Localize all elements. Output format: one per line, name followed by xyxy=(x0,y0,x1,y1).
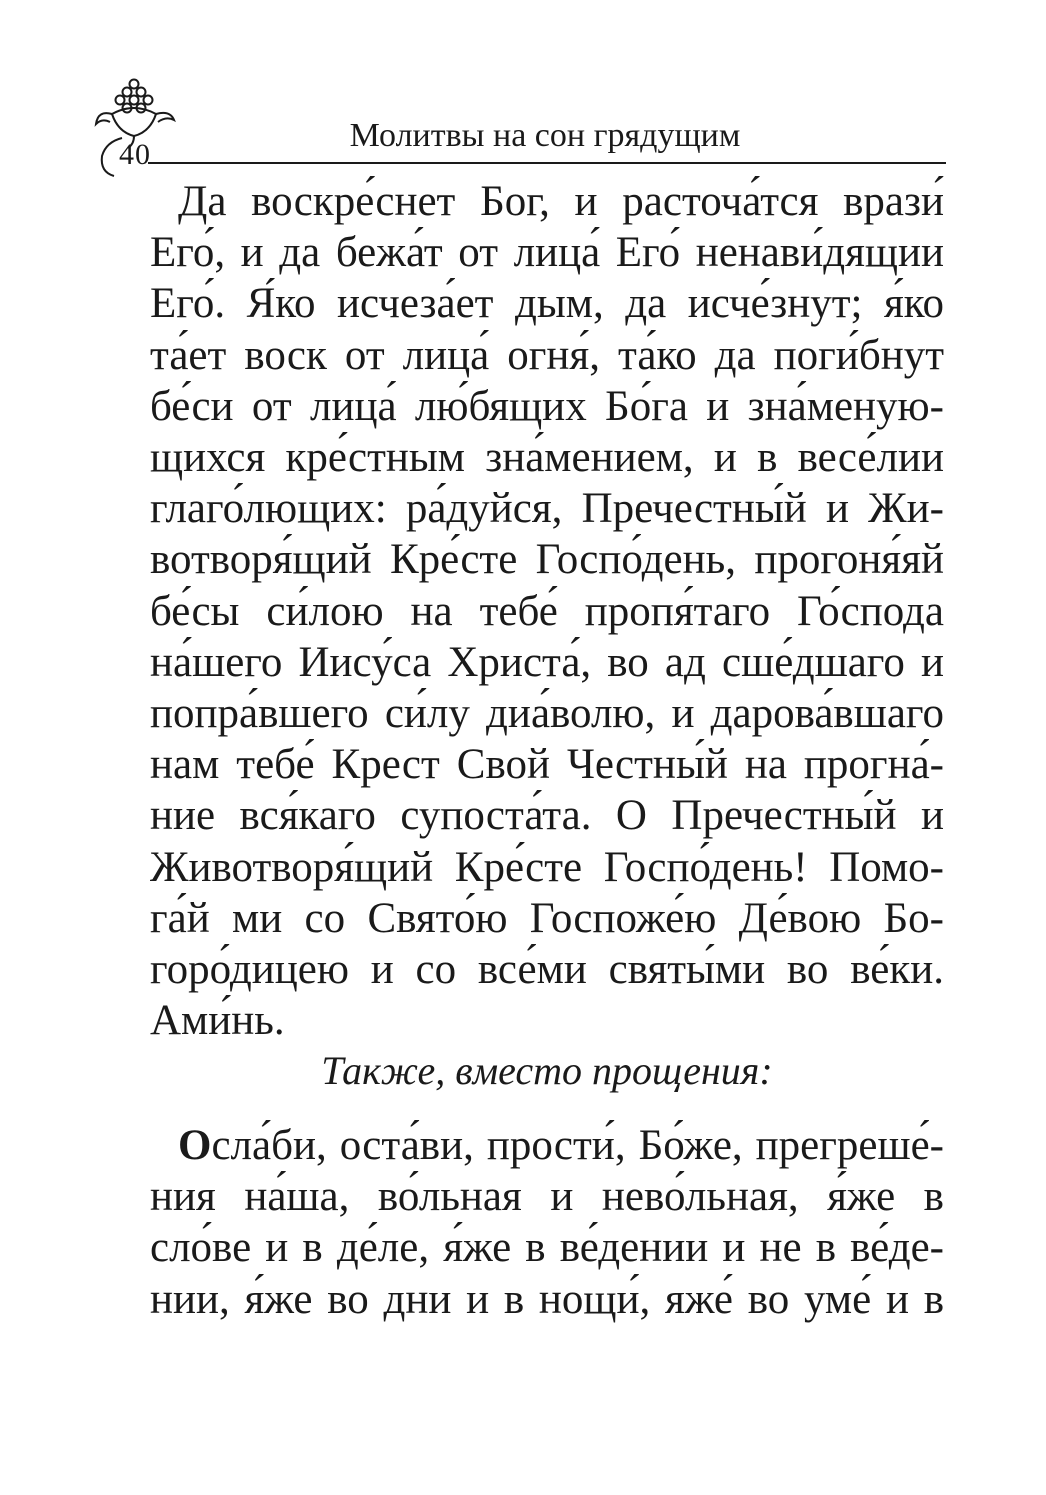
prayer-to-the-cross xyxy=(150,176,944,1046)
text-line: горо́дицею и со все́ми святы́ми во ве́ки. xyxy=(150,946,944,994)
text-line: сло́ве и в де́ле, я́же в ве́дении и не в ве́де- xyxy=(150,1224,944,1272)
section-subheading: Также, вместо прощения: xyxy=(321,1048,773,1093)
text-line xyxy=(150,1120,944,1171)
text-line: га́й ми со Свято́ю Госпоже́ю Де́вою Бо- xyxy=(150,894,944,942)
forgiveness-prayer xyxy=(150,1120,944,1325)
page-number: 40 xyxy=(119,138,151,171)
text-line: нам тебе́ Крест Свой Честны́й на прогна́- xyxy=(150,741,944,789)
text-line: Да воскре́снет Бог, и расточа́тся врази́ xyxy=(178,178,944,225)
text-line: Его́. Я́ко исчеза́ет дым, да исче́знут; я́ко xyxy=(150,280,944,328)
text-line: на́шего Иису́са Христа́, во ад сше́дшаго и xyxy=(150,638,944,686)
text-line: нии, я́же во дни и в нощи́, яже́ во уме́ и в xyxy=(150,1275,944,1323)
text-line: бе́сы си́лою на тебе́ пропя́таго Го́спода xyxy=(150,587,944,635)
running-title: Молитвы на сон грядущим xyxy=(349,117,741,154)
text-line: Животворя́щий Кре́сте Госпо́день! Помо- xyxy=(150,843,944,891)
text-line: Его́, и да бежа́т от лица́ Его́ ненави́дящии xyxy=(150,229,944,277)
text-line: та́ет воск от лица́ огня́, та́ко да поги́бнут xyxy=(150,331,944,379)
text-line: попра́вшего си́лу диа́волю, и дарова́вшаго xyxy=(150,690,944,738)
header-divider xyxy=(148,162,946,164)
text-line: вотворя́щий Кре́сте Госпо́день, прогоня́яй xyxy=(150,536,944,584)
text-line: глаго́лющих: ра́дуйся, Пречестны́й и Жи- xyxy=(150,485,944,533)
text-line: Ами́нь. xyxy=(150,997,285,1045)
text-line: ния на́ша, во́льная и нево́льная, я́же в xyxy=(150,1173,944,1221)
text-line-rest: сла́би, оста́ви, прости́, Бо́же, прегреше́- xyxy=(211,1122,944,1169)
text-line: бе́си от лица́ лю́бящих Бо́га и зна́меную- xyxy=(150,382,944,430)
initial-letter: О xyxy=(178,1122,212,1169)
text-line: ние вся́каго супоста́та. О Пречестны́й и xyxy=(150,792,944,840)
text-line: щихся кре́стным зна́мением, и в весе́лии xyxy=(150,434,944,482)
